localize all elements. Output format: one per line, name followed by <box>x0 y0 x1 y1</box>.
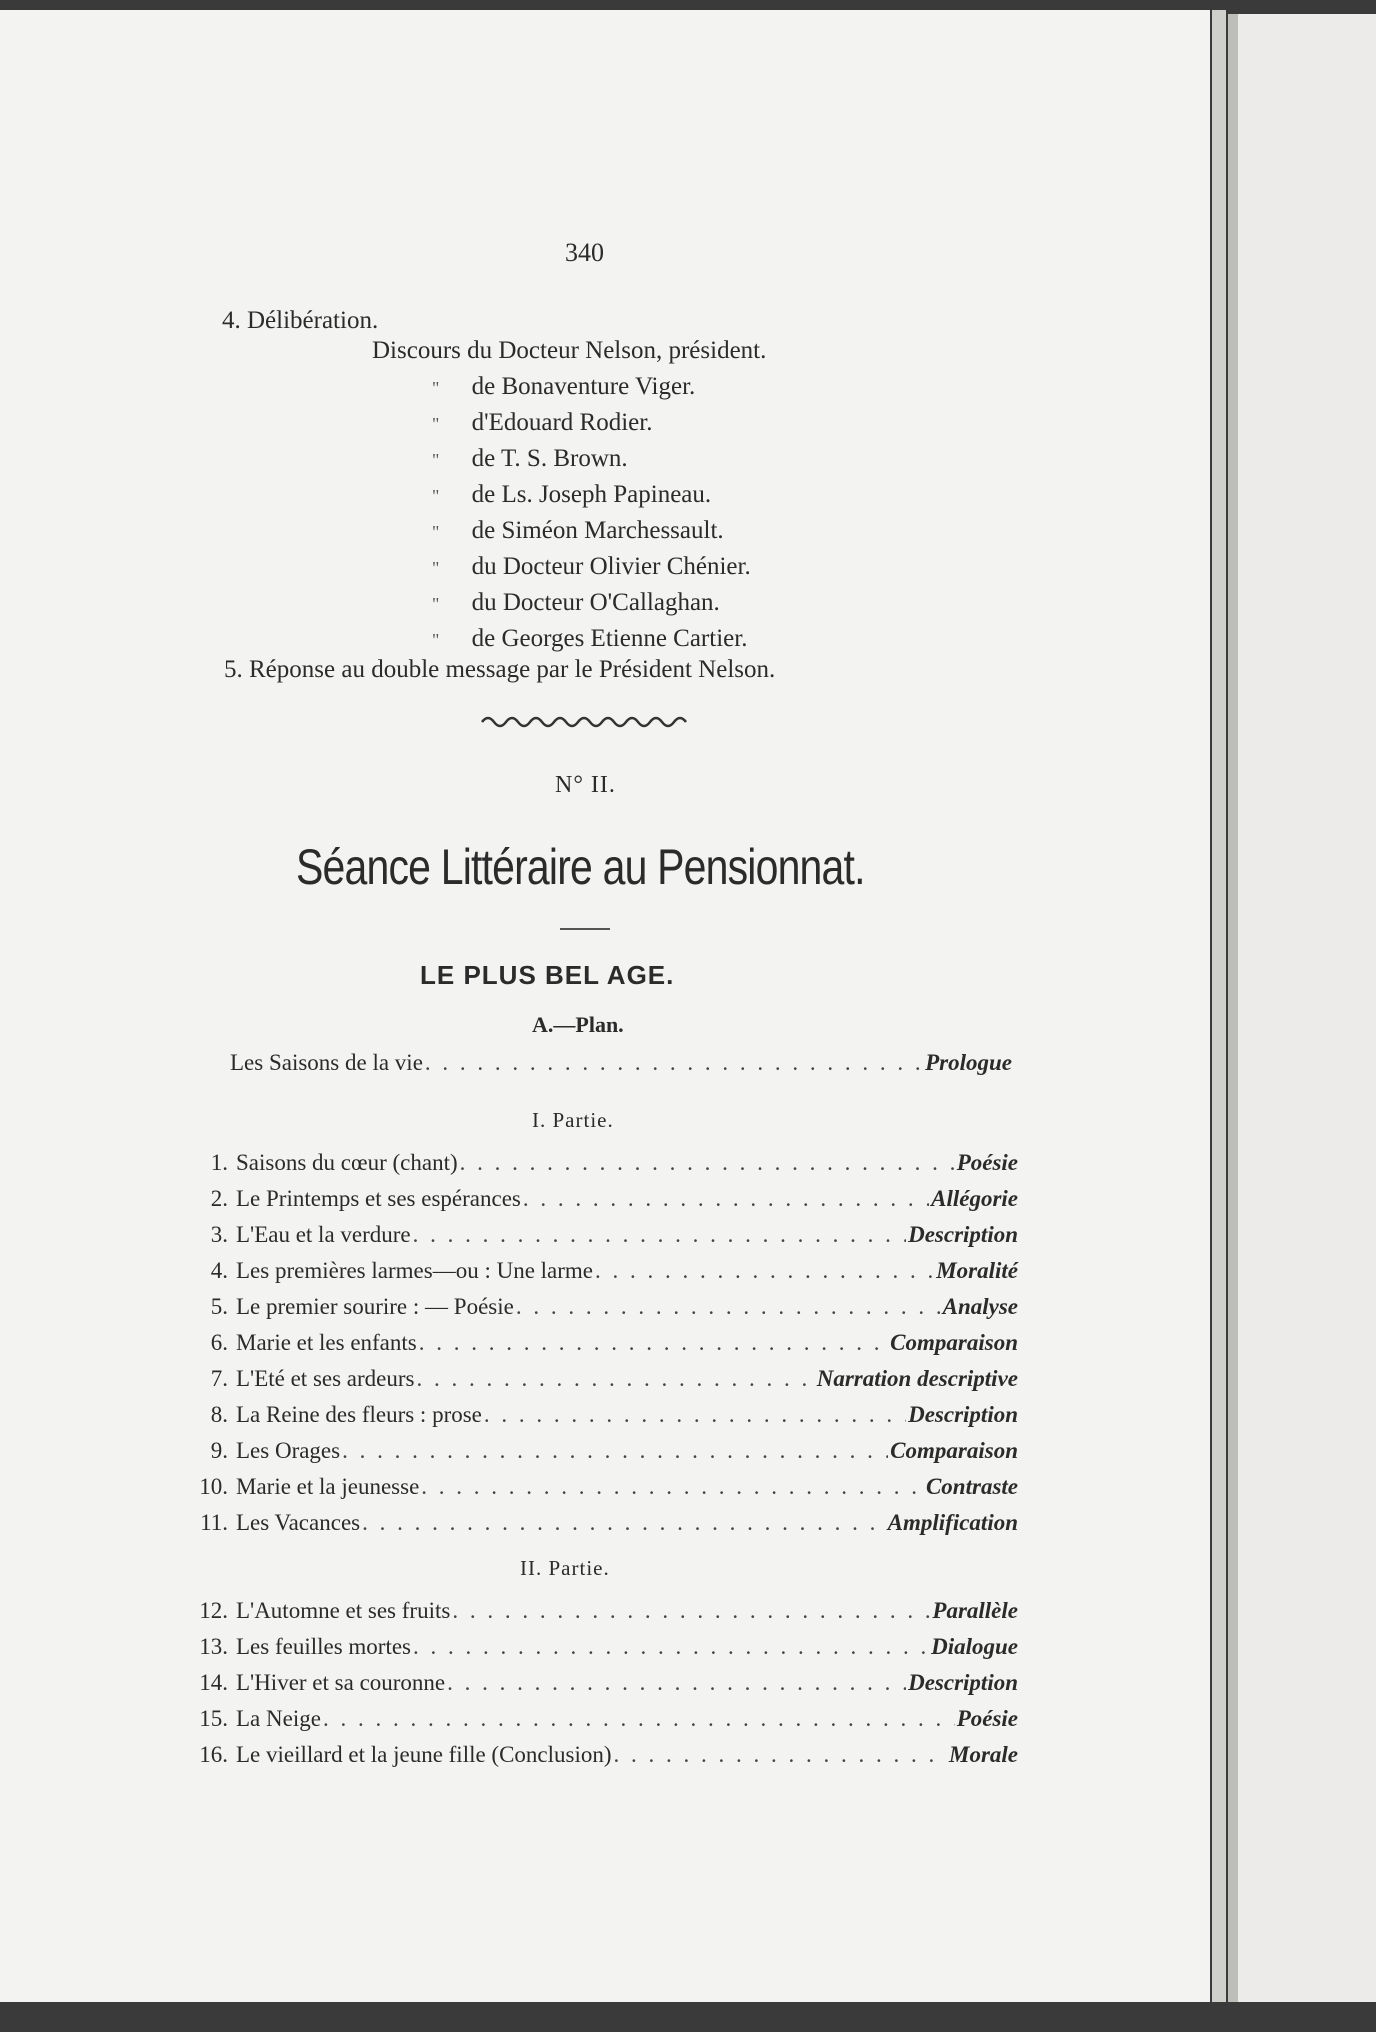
page-gutter <box>1228 14 1238 2002</box>
entry-genre: Allégorie <box>931 1186 1018 1211</box>
entry-number: 4. <box>210 1258 228 1283</box>
program-entry <box>180 1150 1018 1186</box>
speech-line <box>432 588 720 619</box>
entry-number: 10. <box>199 1474 228 1499</box>
program-entry <box>180 1438 1018 1474</box>
entry-title: L'Automne et ses fruits <box>236 1598 451 1623</box>
entry-genre: Description <box>908 1670 1018 1695</box>
leader-dots <box>595 1258 934 1284</box>
entry-genre: Analyse <box>942 1294 1018 1319</box>
item-5-response: 5. Réponse au double message par le Président Nelson. <box>224 656 776 683</box>
speaker-name: de Siméon Marchessault. <box>471 517 724 544</box>
leader-dots <box>417 1366 815 1392</box>
entry-number: 15. <box>199 1706 228 1731</box>
entry-genre: Morale <box>949 1742 1018 1767</box>
entry-title: Marie et la jeunesse <box>236 1474 420 1499</box>
book-page <box>0 10 1210 2002</box>
adjacent-page <box>1228 14 1376 2002</box>
entry-genre: Moralité <box>936 1258 1018 1283</box>
program-entry <box>180 1598 1018 1634</box>
entry-title: La Neige <box>236 1706 321 1731</box>
program-entry <box>180 1474 1018 1510</box>
entry-title: Les feuilles mortes <box>236 1634 412 1659</box>
ditto-mark: " <box>432 594 440 614</box>
section-number: N° II. <box>555 772 616 798</box>
leader-dots <box>460 1150 955 1176</box>
entry-genre: Description <box>908 1222 1018 1247</box>
deliberation-heading: 4. Délibération. <box>222 307 379 334</box>
program-entry <box>180 1366 1018 1402</box>
entry-genre: Parallèle <box>932 1598 1018 1623</box>
ditto-mark: " <box>432 486 440 506</box>
entry-number: 11. <box>200 1510 228 1535</box>
entry-title: Marie et les enfants <box>236 1330 417 1355</box>
entry-number: 1. <box>210 1150 228 1175</box>
program-entry <box>180 1670 1018 1706</box>
leader-dots <box>516 1294 941 1320</box>
program-entry <box>180 1706 1018 1742</box>
program-entry <box>180 1742 1018 1778</box>
entry-title: Le premier sourire : — Poésie <box>236 1294 514 1319</box>
entry-title: L'Hiver et sa couronne <box>236 1670 446 1695</box>
speech-line <box>432 444 628 475</box>
leader-dots <box>484 1402 906 1428</box>
speaker-name: de Ls. Joseph Papineau. <box>471 481 712 508</box>
ditto-mark: " <box>432 450 440 470</box>
entry-number: 13. <box>199 1634 228 1659</box>
speech-line <box>432 480 711 511</box>
entry-title: L'Eté et ses ardeurs <box>236 1366 415 1391</box>
speaker-name: de Georges Etienne Cartier. <box>471 625 748 652</box>
program-entry <box>180 1510 1018 1546</box>
page-number: 340 <box>565 238 604 267</box>
program-entry <box>180 1258 1018 1294</box>
entry-number: 12. <box>199 1598 228 1623</box>
entry-genre: Poésie <box>956 1706 1018 1731</box>
speech-line <box>432 624 747 655</box>
leader-dots <box>523 1186 929 1212</box>
entry-number: 14. <box>199 1670 228 1695</box>
speech-line <box>432 516 724 547</box>
speech-nelson: Discours du Docteur Nelson, président. <box>372 337 767 364</box>
entry-genre: Dialogue <box>931 1634 1018 1659</box>
entry-title: Les premières larmes—ou : Une larme <box>236 1258 594 1283</box>
leader-dots <box>447 1670 906 1696</box>
speaker-name: d'Edouard Rodier. <box>471 409 653 436</box>
leader-dots <box>614 1742 947 1768</box>
program-entry <box>180 1634 1018 1670</box>
ornament-divider <box>480 708 695 732</box>
entry-genre: Poésie <box>956 1150 1018 1175</box>
program-entry <box>180 1294 1018 1330</box>
leader-dots <box>342 1438 888 1464</box>
entry-genre: Prologue <box>925 1050 1012 1075</box>
speaker-name: du Docteur Olivier Chénier. <box>471 553 751 580</box>
ditto-mark: " <box>432 414 440 434</box>
program-entry <box>180 1402 1018 1438</box>
leader-dots <box>419 1330 888 1356</box>
program-entry <box>180 1222 1018 1258</box>
speaker-name: de T. S. Brown. <box>471 445 628 472</box>
program-subtitle: LE PLUS BEL AGE. <box>420 960 675 990</box>
part-1-heading: I. Partie. <box>532 1108 614 1132</box>
entry-number: 9. <box>210 1438 228 1463</box>
entry-title: Saisons du cœur (chant) <box>236 1150 458 1175</box>
program-entry <box>180 1186 1018 1222</box>
entry-genre: Amplification <box>887 1510 1018 1535</box>
leader-dots <box>323 1706 955 1732</box>
entry-number: 2. <box>210 1186 228 1211</box>
ditto-mark: " <box>432 558 440 578</box>
entry-number: 16. <box>199 1742 228 1767</box>
prologue-row <box>230 1050 1012 1086</box>
speaker-name: du Docteur O'Callaghan. <box>471 589 720 616</box>
part-2-heading: II. Partie. <box>520 1556 610 1580</box>
entry-title: Le vieillard et la jeune fille (Conclusion) <box>236 1742 612 1767</box>
program-entry <box>180 1330 1018 1366</box>
speech-line <box>432 552 751 583</box>
title-rule <box>560 928 610 930</box>
entry-number: 3. <box>210 1222 228 1247</box>
page-edge <box>1212 10 1226 2002</box>
entry-number: 6. <box>210 1330 228 1355</box>
leader-dots <box>425 1050 923 1076</box>
entry-title: L'Eau et la verdure <box>236 1222 411 1247</box>
ditto-mark: " <box>432 522 440 542</box>
leader-dots <box>413 1634 929 1660</box>
entry-title: La Reine des fleurs : prose <box>236 1402 482 1427</box>
entry-title: Les Saisons de la vie <box>230 1050 423 1075</box>
speaker-name: de Bonaventure Viger. <box>471 373 696 400</box>
speech-line <box>432 408 652 439</box>
ditto-mark: " <box>432 378 440 398</box>
entry-title: Les Orages <box>236 1438 341 1463</box>
leader-dots <box>362 1510 886 1536</box>
speech-line <box>432 372 695 403</box>
plan-heading: A.—Plan. <box>532 1012 624 1037</box>
entry-genre: Description <box>908 1402 1018 1427</box>
entry-genre: Contraste <box>925 1474 1018 1499</box>
entry-genre: Comparaison <box>890 1330 1018 1355</box>
leader-dots <box>421 1474 924 1500</box>
entry-number: 7. <box>210 1366 228 1391</box>
ditto-mark: " <box>432 630 440 650</box>
entry-number: 5. <box>210 1294 228 1319</box>
entry-number: 8. <box>210 1402 228 1427</box>
leader-dots <box>413 1222 906 1248</box>
entry-genre: Narration descriptive <box>816 1366 1018 1391</box>
entry-genre: Comparaison <box>890 1438 1018 1463</box>
entry-title: Les Vacances <box>236 1510 361 1535</box>
section-title: Séance Littéraire au Pensionnat. <box>296 839 865 895</box>
leader-dots <box>452 1598 930 1624</box>
entry-title: Le Printemps et ses espérances <box>236 1186 521 1211</box>
